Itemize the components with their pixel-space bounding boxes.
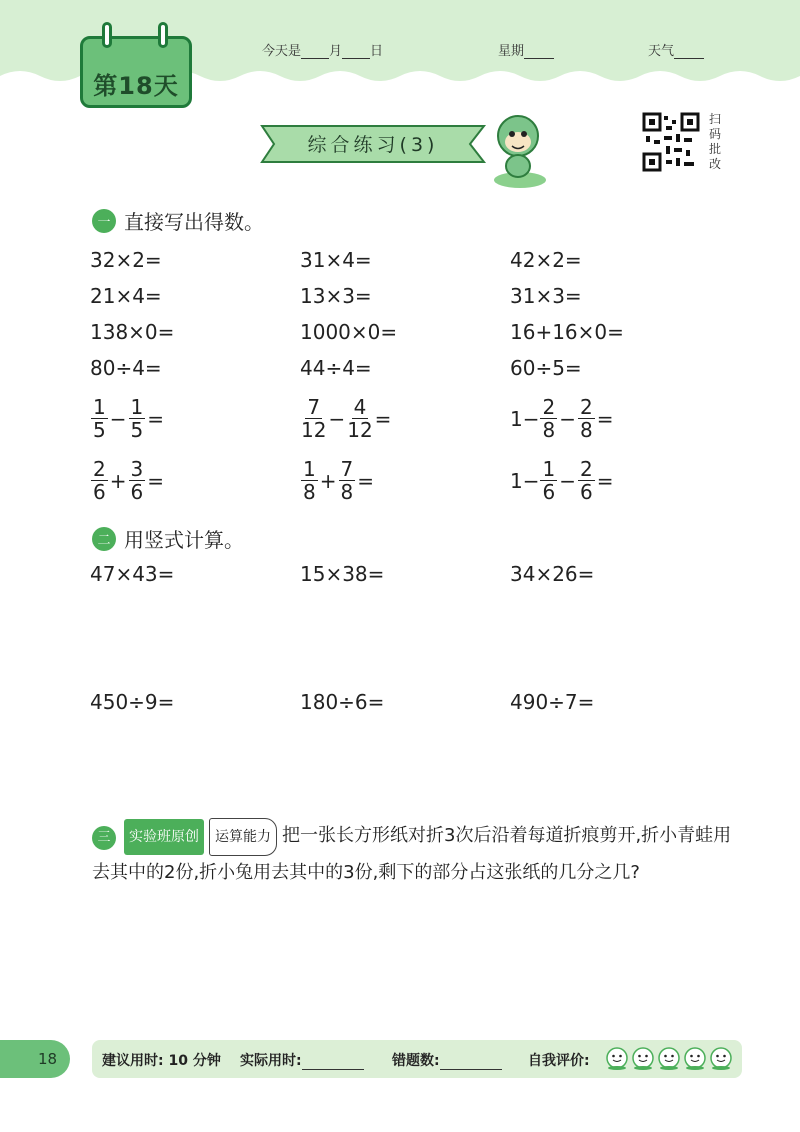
fraction <box>301 458 318 503</box>
fraction <box>540 458 557 503</box>
denominator: 8 <box>340 480 354 504</box>
equals-sign: = <box>147 468 164 493</box>
page-title: 综合练习(3) <box>307 134 439 156</box>
problem: 138×0= <box>90 320 175 344</box>
monkey-mascot-icon <box>486 110 548 190</box>
calendar-ring-icon <box>158 22 168 48</box>
fraction <box>578 458 595 503</box>
problem: 60÷5= <box>510 356 582 380</box>
calendar-ring-icon <box>102 22 112 48</box>
problem: 15×38= <box>300 562 385 586</box>
numerator: 1 <box>93 395 106 419</box>
class-tag: 实验班原创 <box>124 819 204 855</box>
operator: − <box>109 406 127 431</box>
equals-sign: = <box>147 406 164 431</box>
numerator: 1 <box>303 457 316 481</box>
section-number-badge: 三 <box>92 826 116 850</box>
denominator: 8 <box>579 418 593 442</box>
fraction <box>339 458 356 503</box>
problem: 16+16×0= <box>510 320 624 344</box>
problem: 80÷4= <box>90 356 162 380</box>
weather-field[interactable] <box>648 40 704 59</box>
section-title: 用竖式计算。 <box>124 528 244 552</box>
section-title: 直接写出得数。 <box>124 210 264 234</box>
problem: 31×4= <box>300 248 372 272</box>
operator: − <box>328 406 346 431</box>
problem: 450÷9= <box>90 690 175 714</box>
numerator: 1 <box>130 395 144 419</box>
problem: 31×3= <box>510 284 582 308</box>
qr-label-char: 码 <box>708 127 721 141</box>
problem: 34×26= <box>510 562 595 586</box>
errors-blank[interactable] <box>440 1056 502 1070</box>
suggested-time: 建议用时: 10 分钟 <box>102 1053 221 1069</box>
weekday-label: 星期 <box>498 44 525 59</box>
actual-time-field[interactable] <box>240 1050 364 1070</box>
fraction <box>129 458 146 503</box>
today-label: 今天是 <box>262 44 302 59</box>
weekday-field[interactable] <box>498 40 554 59</box>
denominator: 12 <box>301 418 327 442</box>
weekday-blank[interactable] <box>524 45 554 59</box>
denominator: 6 <box>579 480 593 504</box>
page-header <box>0 0 800 100</box>
leading-term: 1− <box>510 406 540 431</box>
fraction-problem <box>300 458 375 503</box>
day-blank[interactable] <box>342 45 370 59</box>
fraction <box>347 396 372 441</box>
actual-time-blank[interactable] <box>302 1056 364 1070</box>
equals-sign: = <box>374 406 392 431</box>
errors-label: 错题数: <box>392 1053 440 1069</box>
problem: 490÷7= <box>510 690 595 714</box>
operator: − <box>559 406 576 431</box>
smiley-face-icon[interactable] <box>684 1046 706 1070</box>
section1-heading <box>92 206 264 235</box>
section-number-badge: 一 <box>92 209 116 233</box>
month-label: 月 <box>329 44 343 59</box>
problem: 1000×0= <box>300 320 398 344</box>
fraction-problem <box>300 396 392 441</box>
section-number-badge: 二 <box>92 527 116 551</box>
month-blank[interactable] <box>301 45 329 59</box>
smiley-face-icon[interactable] <box>710 1046 732 1070</box>
smiley-face-icon[interactable] <box>606 1046 628 1070</box>
fraction <box>578 396 595 441</box>
date-field[interactable] <box>262 40 383 59</box>
denominator: 8 <box>542 418 556 442</box>
denominator: 5 <box>93 418 106 442</box>
denominator: 5 <box>130 418 144 442</box>
fraction <box>91 458 108 503</box>
smiley-face-icon[interactable] <box>632 1046 654 1070</box>
weather-blank[interactable] <box>674 45 704 59</box>
smiley-face-icon[interactable] <box>658 1046 680 1070</box>
operator: + <box>319 468 337 493</box>
equals-sign: = <box>596 406 614 431</box>
leading-term: 1− <box>510 468 540 493</box>
calendar-badge <box>80 22 192 108</box>
operator: + <box>109 468 127 493</box>
numerator: 3 <box>130 457 144 481</box>
section3-problem <box>92 818 732 890</box>
qr-label-char: 扫 <box>708 112 721 126</box>
actual-time-label: 实际用时: <box>240 1053 302 1069</box>
equals-sign: = <box>357 468 374 493</box>
operator: − <box>559 468 576 493</box>
qr-code-icon[interactable] <box>642 112 700 172</box>
self-eval-label: 自我评价: <box>528 1053 590 1069</box>
page-number-tab <box>0 1040 70 1078</box>
numerator: 2 <box>542 395 556 419</box>
fraction <box>91 396 108 441</box>
fraction-problem <box>90 396 165 441</box>
numerator: 1 <box>542 457 556 481</box>
fraction <box>129 396 146 441</box>
problem: 180÷6= <box>300 690 385 714</box>
problem: 21×4= <box>90 284 162 308</box>
problem: 32×2= <box>90 248 162 272</box>
denominator: 6 <box>93 480 106 504</box>
qr-label-char: 批 <box>708 142 721 156</box>
numerator: 2 <box>579 395 593 419</box>
fraction <box>540 396 557 441</box>
problem: 42×2= <box>510 248 582 272</box>
skill-tag: 运算能力 <box>209 818 277 856</box>
denominator: 6 <box>130 480 144 504</box>
weather-label: 天气 <box>648 44 675 59</box>
fraction-problem <box>90 458 165 503</box>
problem-text: 把一张长方形纸对折3次后沿着每道折痕剪开,折小青蛙用去其中的2份,折小兔用去其中的3份,剩下的部分占这张纸的几分之几? <box>92 825 732 883</box>
qr-label <box>704 112 726 172</box>
problem: 47×43= <box>90 562 175 586</box>
numerator: 2 <box>579 457 593 481</box>
denominator: 8 <box>303 480 316 504</box>
problem: 13×3= <box>300 284 372 308</box>
fraction-problem <box>510 458 614 503</box>
numerator: 4 <box>353 395 367 419</box>
problem: 44÷4= <box>300 356 372 380</box>
day-label: 第18天 <box>93 72 179 100</box>
equals-sign: = <box>596 468 614 493</box>
numerator: 2 <box>93 457 106 481</box>
numerator: 7 <box>307 395 321 419</box>
numerator: 7 <box>340 457 354 481</box>
qr-label-char: 改 <box>708 157 721 171</box>
page-number: 18 <box>38 1050 58 1068</box>
fraction <box>301 396 326 441</box>
date-label: 日 <box>370 44 384 59</box>
denominator: 12 <box>347 418 373 442</box>
fraction-problem <box>510 396 614 441</box>
errors-field[interactable] <box>392 1050 502 1070</box>
section2-heading <box>92 524 244 553</box>
denominator: 6 <box>542 480 556 504</box>
